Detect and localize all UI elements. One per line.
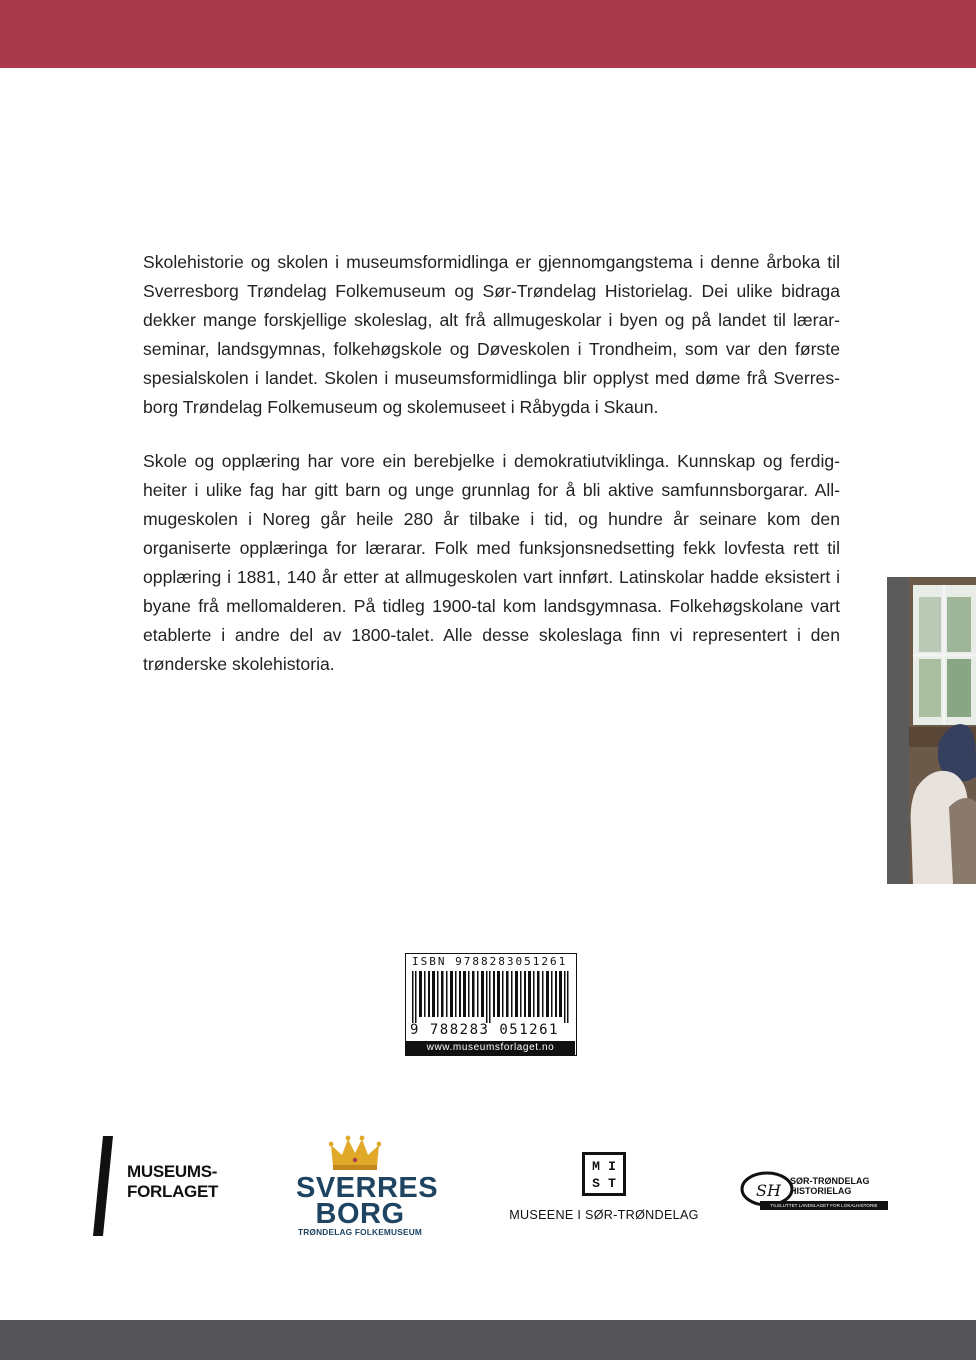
barcode-bars <box>410 971 572 1023</box>
publisher-url: www.museumsforlaget.no <box>406 1041 575 1055</box>
sverresborg-subtitle: TRØNDELAG FOLKEMUSEUM <box>297 1227 423 1237</box>
mist-logo <box>508 1152 700 1226</box>
historielag-tagline: TILSLUTTET LANDSLAGET FOR LOKALHISTORIE <box>760 1201 888 1210</box>
paragraph-2: Skole og opplæring har vore ein berebjelke i demokratiutviklinga. Kunnskap og ferdigheiter i ulike fag har gitt barn og unge grunnlag for å bli aktive samfunnsborgarar. Allmugeskolen i Noreg går heile 280 år tilbake i tid, og hundre år seinare kom den organiserte opplæringa for lærarar. Folk med funksjonsnedsetting fekk lovfesta rett til opplæring i 1881, 140 år etter at allmugeskolen vart innført. Latinskolar hadde eksistert i byane frå mellomalderen. På tidleg 1900-tal kom landsgymnasa. Folkehøgskolane vart etablerte i andre del av 1800-talet. Alle desse skoleslaga finn vi representert i den trønderske skolehistoria. <box>143 451 840 674</box>
isbn-barcode <box>405 953 577 1056</box>
mist-caption: MUSEENE I SØR-TRØNDELAG <box>509 1208 699 1222</box>
isbn-digits: 9 788283 051261 <box>410 1022 559 1038</box>
museumsforlaget-line1: MUSEUMS- <box>127 1162 218 1181</box>
mist-monogram <box>582 1152 626 1196</box>
mist-letter-t: T <box>608 1176 616 1191</box>
back-cover-text <box>143 248 840 704</box>
mist-letter-i: I <box>608 1159 616 1174</box>
sverresborg-line1: SVERRES <box>296 1172 439 1204</box>
museumsforlaget-line2: FORLAGET <box>127 1182 219 1201</box>
historielag-monogram-text: SH <box>756 1181 781 1200</box>
museumsforlaget-slash-icon <box>93 1136 125 1236</box>
classroom-photo-image <box>909 577 976 884</box>
isbn-label: ISBN 9788283051261 <box>412 955 568 968</box>
sverresborg-line2: BORG <box>315 1198 405 1230</box>
mist-letter-m: M <box>592 1159 600 1174</box>
crown-icon <box>329 1135 381 1171</box>
historielag-logo <box>740 1170 888 1212</box>
classroom-photo <box>887 577 976 884</box>
museumsforlaget-logo <box>93 1136 223 1236</box>
paragraph-1: Skolehistorie og skolen i museumsformidlinga er gjennomgangstema i denne årboka til Sverresborg Trøndelag Folkemuseum og Sør-Trøndelag Historielag. Dei ulike bidraga dekker mange forskjellige skoleslag, alt frå allmugeskolar i byen og på landet til lærarseminar, landsgymnas, folkehøgskole og Døveskolen i Trondheim, som var den første spesialskolen i landet. Skolen i museumsformidlinga blir opplyst med døme frå Sverresborg Trøndelag Folkemuseum og skolemuseet i Råbygda i Skaun. <box>143 252 840 417</box>
sverresborg-logo <box>296 1135 439 1239</box>
historielag-line1: SØR-TRØNDELAG <box>790 1176 870 1186</box>
mist-letter-s: S <box>592 1176 600 1191</box>
historielag-line2: HISTORIELAG <box>790 1186 852 1196</box>
top-color-band <box>0 0 976 68</box>
bottom-color-band <box>0 1320 976 1360</box>
